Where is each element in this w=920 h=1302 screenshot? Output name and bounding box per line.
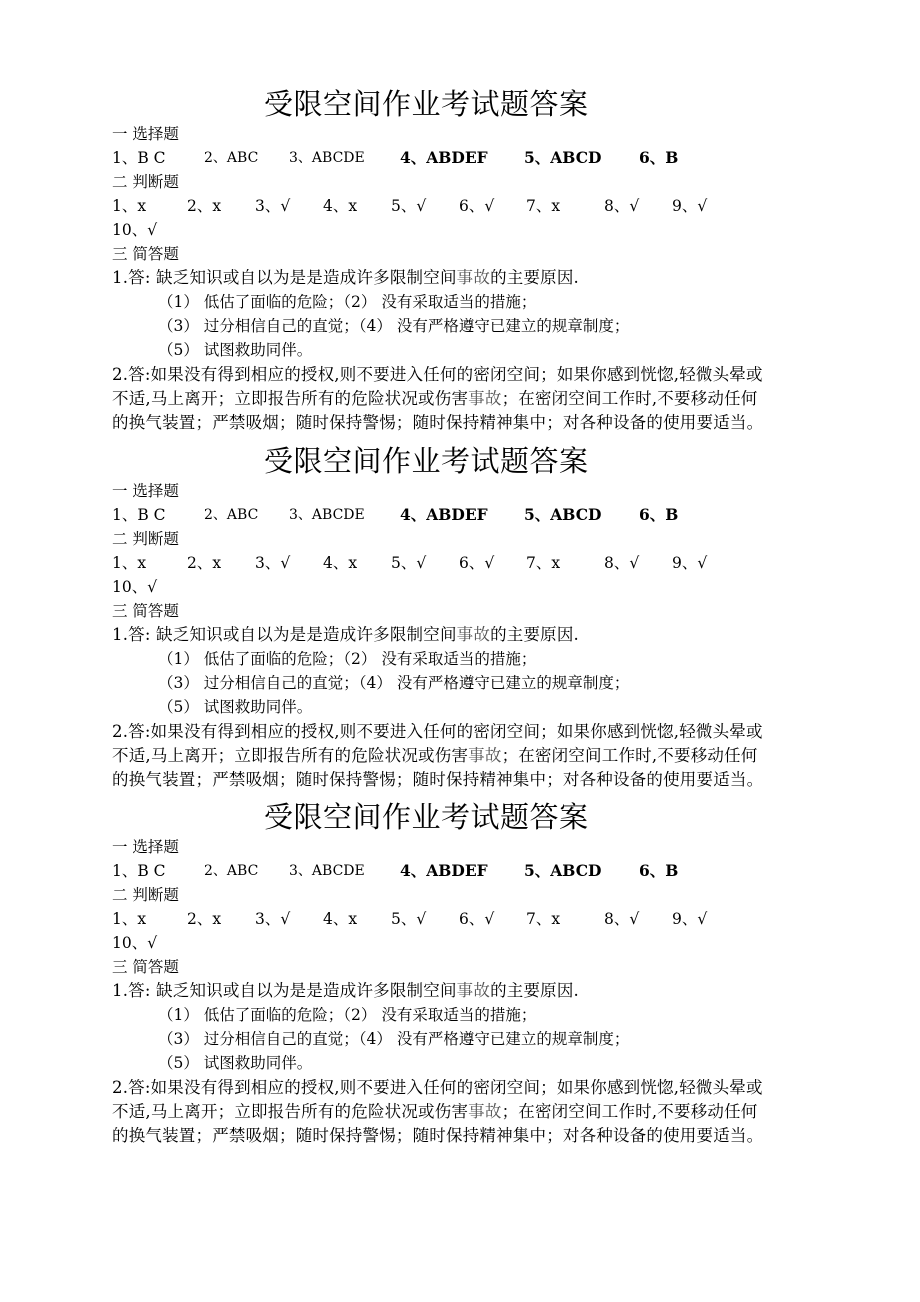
answer-block-1	[112, 85, 824, 442]
judgement-answer: 1、x	[112, 910, 147, 928]
judgement-answer: 8、√	[604, 197, 640, 215]
choice-answer: 6、B	[639, 861, 679, 880]
short-answer-2-line: 的换气装置；严禁吸烟；随时保持警惕；随时保持精神集中；对各种设备的使用要适当。	[112, 1126, 764, 1145]
judgement-answer: 4、x	[323, 910, 358, 928]
choice-answer: 1、B C	[112, 862, 166, 880]
choice-answer: 4、ABDEF	[400, 861, 488, 880]
judgement-answer: 10、√	[112, 221, 158, 239]
choice-answer: 6、B	[639, 148, 679, 167]
short-answer-2-line: 的换气装置；严禁吸烟；随时保持警惕；随时保持精神集中；对各种设备的使用要适当。	[112, 413, 764, 432]
judgement-answer: 9、√	[672, 910, 708, 928]
choice-answer: 6、B	[639, 505, 679, 524]
section-heading-judgement: 二 判断题	[112, 173, 179, 191]
judgement-answer: 5、√	[391, 197, 427, 215]
short-answer-1-point: （3） 过分相信自己的直觉；（4） 没有严格遵守已建立的规章制度；	[158, 674, 630, 692]
section-heading-judgement: 二 判断题	[112, 886, 179, 904]
choice-answer: 4、ABDEF	[400, 148, 488, 167]
section-heading-judgement: 二 判断题	[112, 530, 179, 548]
short-answer-1: 1.答: 缺乏知识或自以为是是造成许多限制空间事故的主要原因.	[112, 268, 580, 287]
judgement-answer: 10、√	[112, 934, 158, 952]
choice-answer: 2、ABC	[204, 150, 259, 166]
judgement-answer: 5、√	[391, 910, 427, 928]
short-answer-2-line: 不适,马上离开；立即报告所有的危险状况或伤害事故；在密闭空间工作时,不要移动任何	[112, 1102, 758, 1121]
judgement-answer: 6、√	[459, 554, 495, 572]
judgement-answer: 4、x	[323, 197, 358, 215]
short-answer-1-point: （5） 试图救助同伴。	[158, 341, 313, 359]
choice-answer: 5、ABCD	[524, 861, 602, 880]
judgement-answer: 2、x	[187, 554, 222, 572]
choice-answer: 3、ABCDE	[289, 507, 365, 523]
judgement-answer: 8、√	[604, 910, 640, 928]
judgement-answer: 3、√	[255, 197, 291, 215]
page-title: 受限空间作业考试题答案	[264, 800, 589, 834]
judgement-answer: 3、√	[255, 554, 291, 572]
choice-answer: 1、B C	[112, 506, 166, 524]
page-title: 受限空间作业考试题答案	[264, 87, 589, 121]
judgement-answer: 1、x	[112, 197, 147, 215]
choice-answer: 5、ABCD	[524, 505, 602, 524]
judgement-answer: 1、x	[112, 554, 147, 572]
short-answer-1-point: （3） 过分相信自己的直觉；（4） 没有严格遵守已建立的规章制度；	[158, 1030, 630, 1048]
judgement-answer: 8、√	[604, 554, 640, 572]
choice-answer: 3、ABCDE	[289, 863, 365, 879]
judgement-answer: 7、x	[526, 554, 561, 572]
short-answer-2-line: 不适,马上离开；立即报告所有的危险状况或伤害事故；在密闭空间工作时,不要移动任何	[112, 746, 758, 765]
short-answer-2-line: 的换气装置；严禁吸烟；随时保持警惕；随时保持精神集中；对各种设备的使用要适当。	[112, 770, 764, 789]
judgement-answer: 7、x	[526, 197, 561, 215]
section-heading-short-answer: 三 简答题	[112, 245, 179, 263]
judgement-answer: 2、x	[187, 197, 222, 215]
short-answer-1-point: （3） 过分相信自己的直觉；（4） 没有严格遵守已建立的规章制度；	[158, 317, 630, 335]
page-title: 受限空间作业考试题答案	[264, 444, 589, 478]
section-heading-choice: 一 选择题	[112, 838, 179, 856]
judgement-answer: 7、x	[526, 910, 561, 928]
choice-answer: 4、ABDEF	[400, 505, 488, 524]
short-answer-2-line: 2.答:如果没有得到相应的授权,则不要进入任何的密闭空间；如果你感到恍惚,轻微头晕或	[112, 1078, 763, 1097]
judgement-answer: 5、√	[391, 554, 427, 572]
section-heading-short-answer: 三 简答题	[112, 958, 179, 976]
short-answer-1: 1.答: 缺乏知识或自以为是是造成许多限制空间事故的主要原因.	[112, 625, 580, 644]
judgement-answer: 9、√	[672, 197, 708, 215]
short-answer-1-point: （5） 试图救助同伴。	[158, 1054, 313, 1072]
judgement-answer: 2、x	[187, 910, 222, 928]
judgement-answer: 10、√	[112, 578, 158, 596]
short-answer-1: 1.答: 缺乏知识或自以为是是造成许多限制空间事故的主要原因.	[112, 981, 580, 1000]
judgement-answer: 4、x	[323, 554, 358, 572]
answer-block-2	[112, 442, 824, 799]
judgement-answer: 9、√	[672, 554, 708, 572]
judgement-answer: 6、√	[459, 197, 495, 215]
choice-answer: 1、B C	[112, 149, 166, 167]
choice-answer: 2、ABC	[204, 863, 259, 879]
short-answer-2-line: 不适,马上离开；立即报告所有的危险状况或伤害事故；在密闭空间工作时,不要移动任何	[112, 389, 758, 408]
short-answer-1-point: （1） 低估了面临的危险；（2） 没有采取适当的措施；	[158, 650, 537, 668]
short-answer-1-point: （5） 试图救助同伴。	[158, 698, 313, 716]
choice-answer: 3、ABCDE	[289, 150, 365, 166]
section-heading-choice: 一 选择题	[112, 482, 179, 500]
choice-answer: 5、ABCD	[524, 148, 602, 167]
choice-answer: 2、ABC	[204, 507, 259, 523]
answer-block-3	[112, 798, 824, 1155]
short-answer-2-line: 2.答:如果没有得到相应的授权,则不要进入任何的密闭空间；如果你感到恍惚,轻微头晕或	[112, 722, 763, 741]
judgement-answer: 3、√	[255, 910, 291, 928]
short-answer-2-line: 2.答:如果没有得到相应的授权,则不要进入任何的密闭空间；如果你感到恍惚,轻微头晕或	[112, 365, 763, 384]
section-heading-short-answer: 三 简答题	[112, 602, 179, 620]
judgement-answer: 6、√	[459, 910, 495, 928]
short-answer-1-point: （1） 低估了面临的危险；（2） 没有采取适当的措施；	[158, 293, 537, 311]
section-heading-choice: 一 选择题	[112, 125, 179, 143]
short-answer-1-point: （1） 低估了面临的危险；（2） 没有采取适当的措施；	[158, 1006, 537, 1024]
